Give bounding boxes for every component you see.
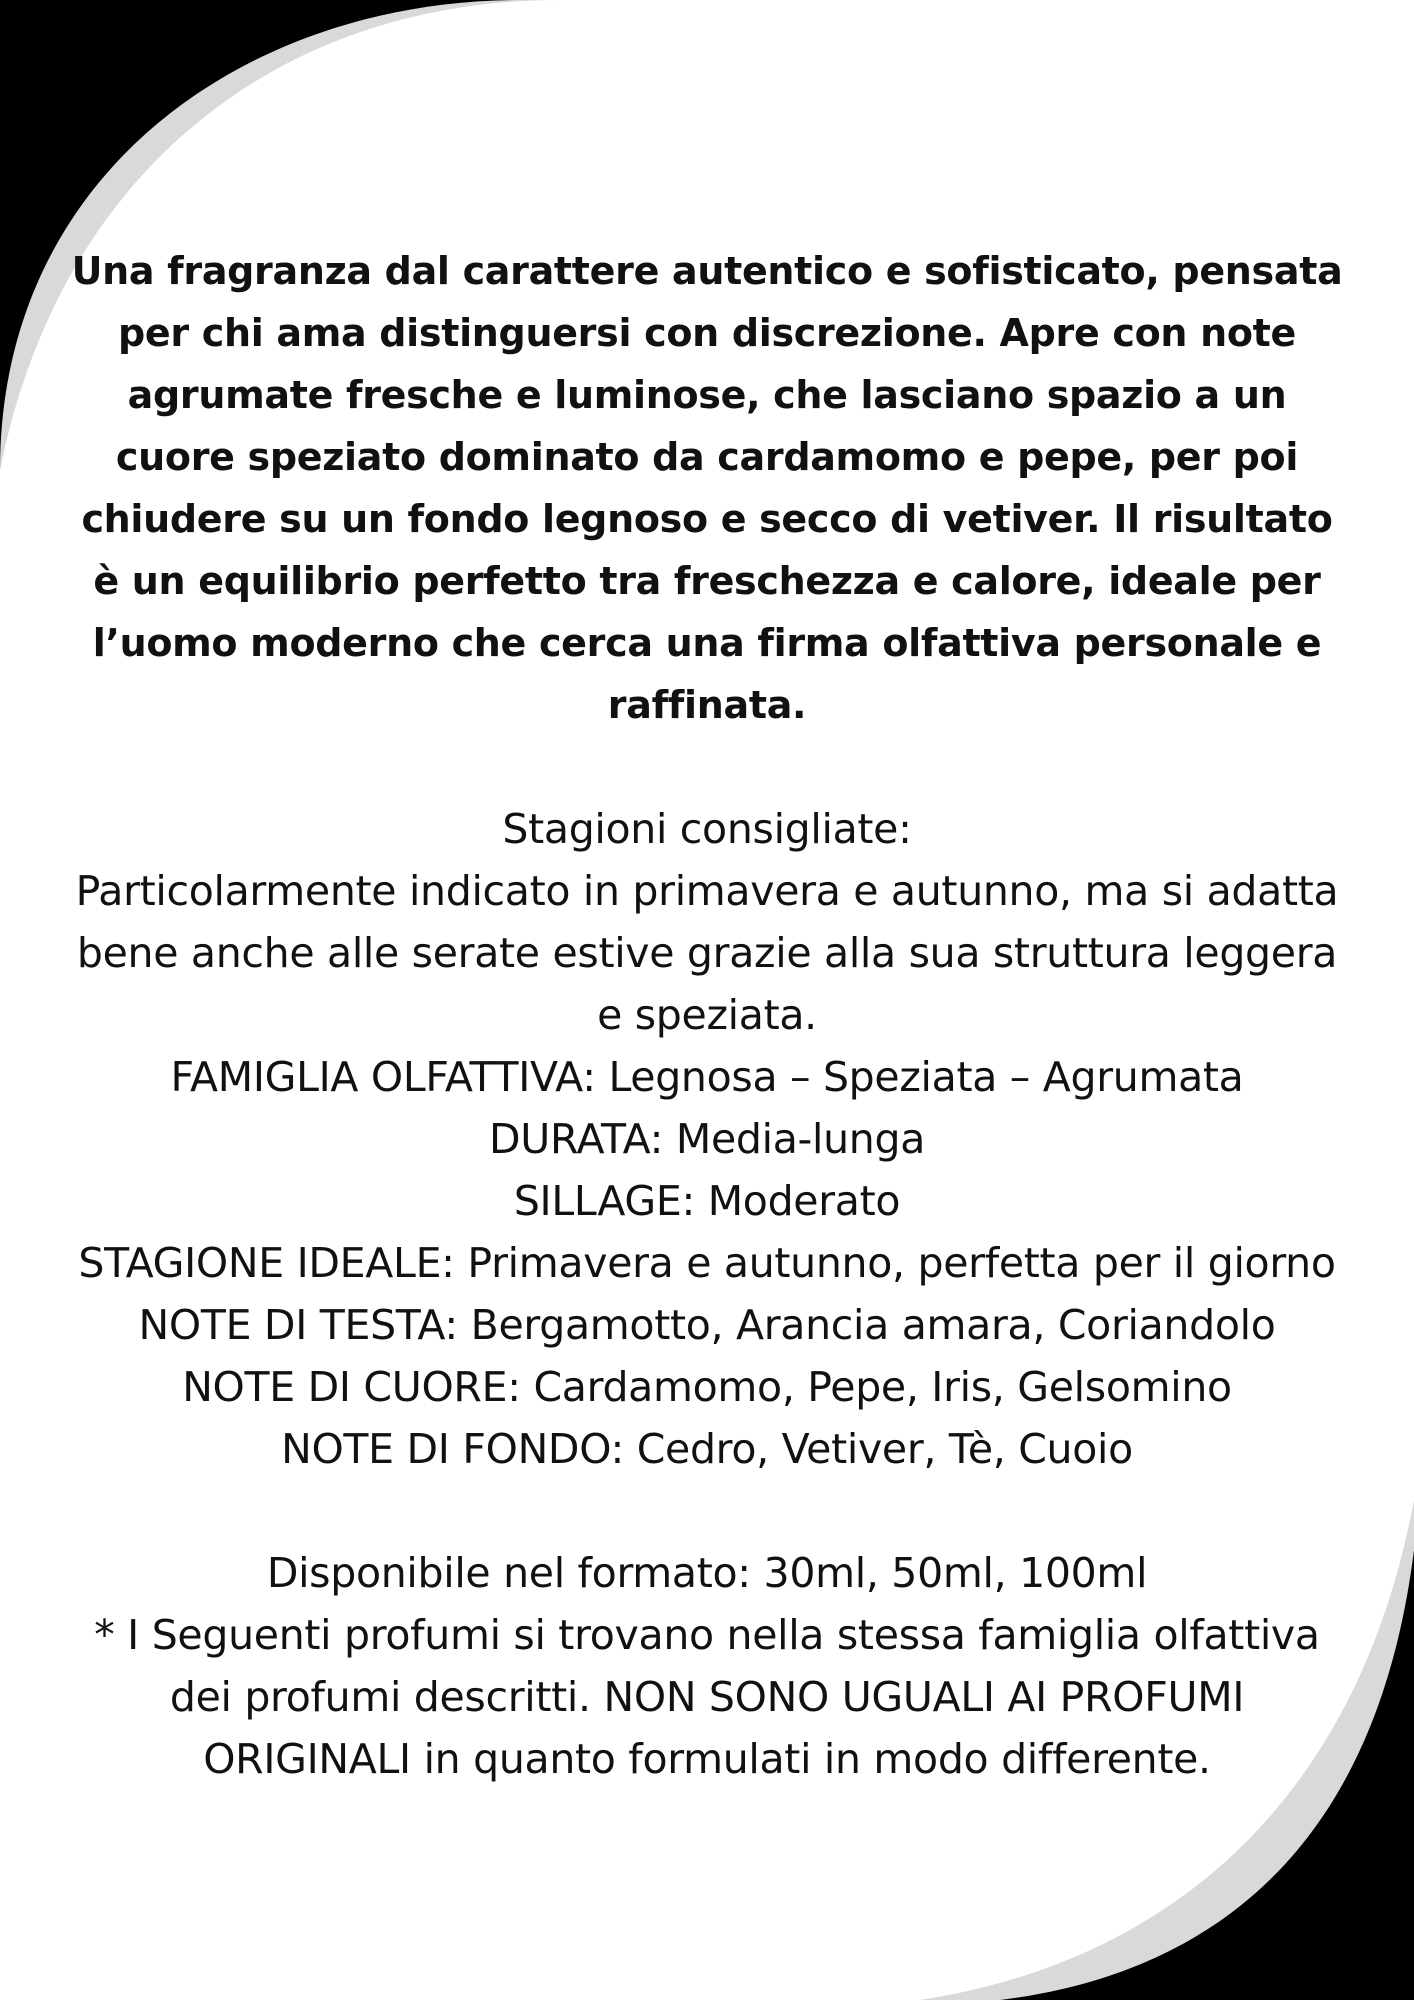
available-formats: Disponibile nel formato: 30ml, 50ml, 100ml: [266, 1549, 1148, 1597]
spacer: [70, 1480, 1344, 1542]
intro-paragraph: Una fragranza dal carattere autentico e sofisticato, pensata per chi ama distinguersi con discrezione. Apre con note agrumate fresche e luminose, che lasciano spazio a un cuore speziato dominato da cardamomo e pepe, per poi chiudere su un fondo legnoso e secco di vetiver. Il risultato è un equilibrio perfetto tra freschezza e calore, ideale per l’uomo moderno che cerca una firma olfattiva personale e raffinata.: [71, 249, 1343, 727]
ideal-season: STAGIONE IDEALE: Primavera e autunno, perfetta per il giorno: [78, 1239, 1336, 1287]
top-notes: NOTE DI TESTA: Bergamotto, Arancia amara, Coriandolo: [138, 1301, 1276, 1349]
seasons-title: Stagioni consigliate:: [502, 805, 912, 853]
details-section: [70, 798, 1344, 1790]
seasons-text: Particolarmente indicato in primavera e autunno, ma si adatta bene anche alle serate estive grazie alla sua struttura leggera e speziata.: [75, 867, 1339, 1039]
base-notes: NOTE DI FONDO: Cedro, Vetiver, Tè, Cuoio: [281, 1425, 1133, 1473]
duration: DURATA: Media-lunga: [488, 1115, 926, 1163]
olfactory-family: FAMIGLIA OLFATTIVA: Legnosa – Speziata – Agrumata: [170, 1053, 1244, 1101]
sillage: SILLAGE: Moderato: [513, 1177, 901, 1225]
disclaimer: * I Seguenti profumi si trovano nella stessa famiglia olfattiva dei profumi descritti. NON SONO UGUALI AI PROFUMI ORIGINALI in quanto formulati in modo differente.: [94, 1611, 1320, 1783]
heart-notes: NOTE DI CUORE: Cardamomo, Pepe, Iris, Gelsomino: [182, 1363, 1232, 1411]
product-description: [70, 240, 1344, 1790]
